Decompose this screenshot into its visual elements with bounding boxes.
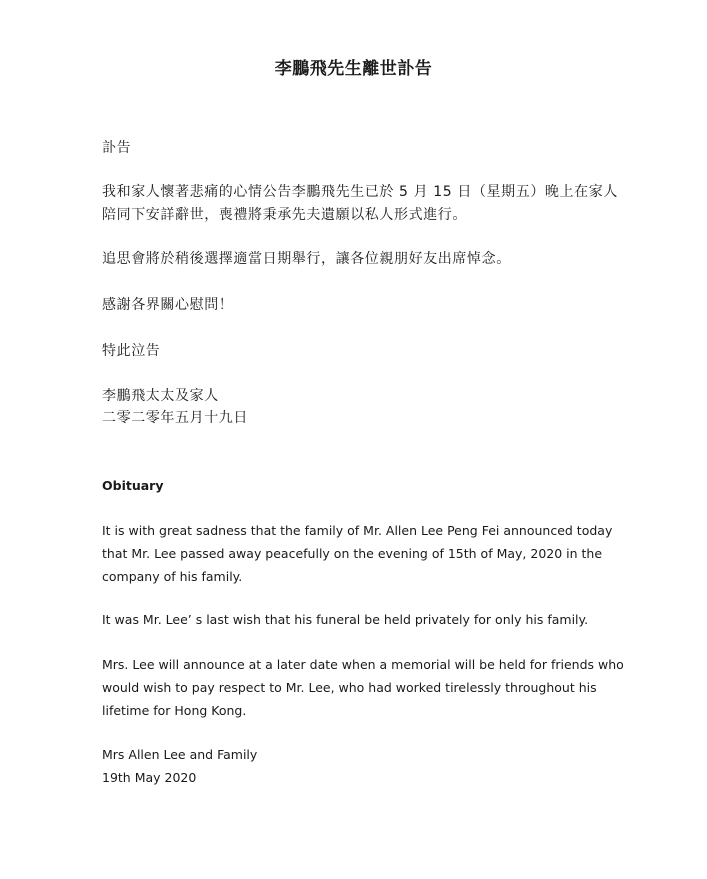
english-paragraph-1-line-1: It is with great sadness that the family of Mr. Allen Lee Peng Fei announced today (102, 523, 613, 538)
chinese-paragraph-1-line-2: 陪同下安詳辭世，喪禮將秉承先夫遺願以私人形式進行。 (102, 207, 467, 223)
chinese-paragraph-3: 感謝各界關心慰問！ (102, 297, 234, 313)
english-paragraph-3-line-1: Mrs. Lee will announce at a later date when a memorial will be held for friends who (102, 657, 624, 672)
chinese-signature: 李鵬飛太太及家人 (102, 388, 219, 404)
document-title: 李鵬飛先生離世訃告 (274, 59, 433, 79)
chinese-paragraph-4: 特此泣告 (102, 343, 161, 359)
chinese-heading: 訃告 (102, 140, 132, 156)
english-paragraph-1-line-3: company of his family. (102, 569, 243, 584)
english-paragraph-2: It was Mr. Lee’ s last wish that his funeral be held privately for only his family. (102, 612, 589, 627)
english-paragraph-1-line-2: that Mr. Lee passed away peacefully on the evening of 15th of May, 2020 in the (102, 546, 603, 561)
english-heading: Obituary (102, 478, 164, 493)
english-paragraph-3-line-2: would wish to pay respect to Mr. Lee, who had worked tirelessly throughout his (102, 680, 597, 695)
english-signature: Mrs Allen Lee and Family (102, 747, 258, 762)
english-date: 19th May 2020 (102, 770, 197, 785)
chinese-paragraph-1-line-1: 我和家人懷著悲痛的心情公告李鵬飛先生已於 5 月 15 日（星期五）晚上在家人 (102, 184, 618, 200)
english-paragraph-3-line-3: lifetime for Hong Kong. (102, 703, 247, 718)
chinese-paragraph-2: 追思會將於稍後選擇適當日期舉行，讓各位親朋好友出席悼念。 (102, 251, 511, 267)
chinese-date: 二零二零年五月十九日 (102, 410, 248, 426)
